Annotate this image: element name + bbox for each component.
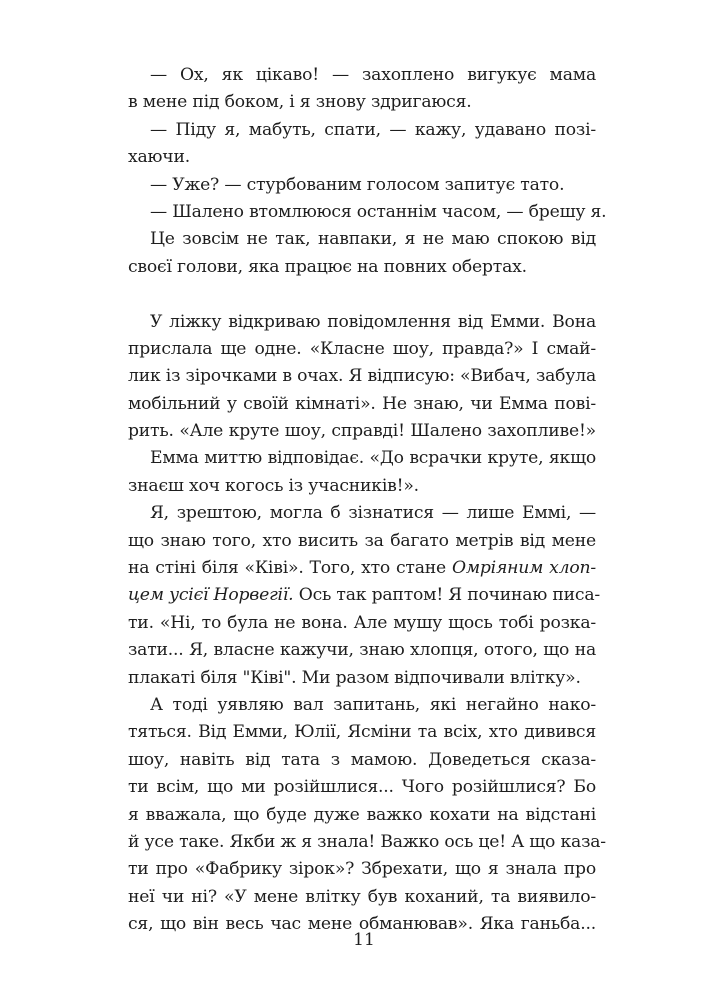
text-line: на стіні біля «Ківі». Того, хто стане Омріяним хлоп-: [128, 558, 596, 579]
text-line: ти про «Фабрику зірок»? Збрехати, що я знала про: [128, 859, 596, 880]
text-line: Емма миттю відповідає. «До всрачки круте, якщо: [150, 448, 596, 469]
text-line: — Шалено втомлююся останнім часом, — брешу я.: [150, 201, 607, 222]
text-line: тяться. Від Емми, Юлії, Ясміни та всіх, хто дивився: [128, 722, 596, 743]
text-line: неї чи ні? «У мене влітку був коханий, та виявило-: [128, 886, 596, 907]
text-line: ти. «Ні, то була не вона. Але мушу щось тобі розка-: [128, 612, 596, 633]
text-line: плакаті біля "Ківі". Ми разом відпочивали влітку».: [128, 667, 581, 688]
text-line: ти всім, що ми розійшлися... Чого розійшлися? Бо: [128, 777, 596, 798]
page-text: [128, 62, 607, 939]
text-line: У ліжку відкриваю повідомлення від Емми. Вона: [150, 311, 596, 332]
italic-phrase: цем усієї Норвегії.: [128, 585, 294, 606]
text-line: й усе таке. Якби ж я знала! Важко ось це! А що каза-: [128, 831, 606, 852]
text-line: рить. «Але круте шоу, справді! Шалено захопливе!»: [128, 421, 596, 442]
text-line: Я, зрештою, могла б зізнатися — лише Еммі, —: [150, 503, 596, 524]
text-line: що знаю того, хто висить за багато метрів від мене: [128, 530, 596, 551]
text-line: А тоді уявляю вал запитань, які негайно нако-: [150, 694, 596, 715]
text-line: — Уже? — стурбованим голосом запитує тато.: [150, 174, 565, 195]
text-line: знаєш хоч когось із учасників!».: [128, 475, 419, 496]
text-line: мобільний у своїй кімнаті». Не знаю, чи Емма пові-: [128, 393, 596, 414]
text-line: лик із зірочками в очах. Я відписую: «Вибач, забула: [128, 366, 596, 387]
text-line: в мене під боком, і я знову здригаюся.: [128, 92, 472, 113]
text-line: зати... Я, власне кажучи, знаю хлопця, отого, що на: [128, 640, 596, 661]
text-line: я вважала, що буде дуже важко кохати на відстані: [128, 804, 596, 825]
text-line: своєї голови, яка працює на повних обертах.: [128, 256, 527, 277]
text-line: цем усієї Норвегії. Ось так раптом! Я починаю писа-: [128, 585, 600, 606]
text-line: ся, що він весь час мене обманював». Яка ганьба...: [128, 914, 596, 935]
italic-phrase: Омріяним хлоп-: [451, 558, 596, 579]
text-line: прислала ще одне. «Класне шоу, правда?» І смай-: [128, 338, 596, 359]
text-line: — Піду я, мабуть, спати, — кажу, удавано позі-: [150, 119, 596, 140]
section-break: [128, 281, 596, 308]
text-line: хаючи.: [128, 147, 190, 168]
text-line: шоу, навіть від тата з мамою. Доведеться сказа-: [128, 749, 596, 770]
text-line: Це зовсім не так, навпаки, я не маю спокою від: [150, 229, 596, 250]
page-number: 11: [353, 930, 375, 950]
text-line: — Ох, як цікаво! — захоплено вигукує мама: [150, 65, 596, 85]
